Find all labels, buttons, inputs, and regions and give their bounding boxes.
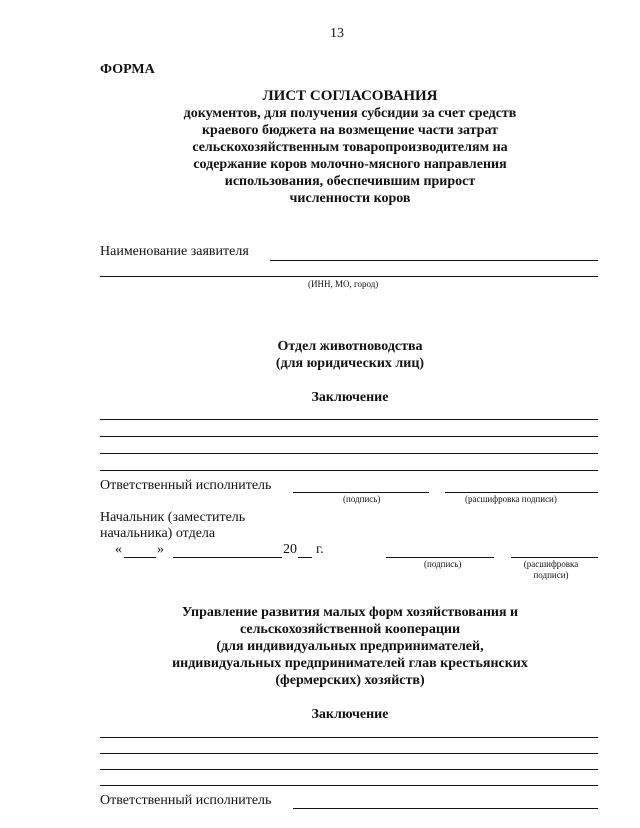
decoding-caption: (расшифровка подписи) <box>465 494 557 504</box>
title-line: использования, обеспечившим прирост <box>224 174 476 189</box>
section2-title-line: сельскохозяйственной кооперации <box>239 622 461 637</box>
date-year-suffix: г. <box>316 542 324 557</box>
applicant-caption: (ИНН, МО, город) <box>308 279 379 289</box>
section1-conclusion-heading: Заключение <box>311 390 389 405</box>
head-signature-field[interactable] <box>386 557 494 558</box>
section2-conclusion-line[interactable] <box>100 769 598 770</box>
title-line: сельскохозяйственным товаропроизводителям на <box>192 140 508 155</box>
title-line: численности коров <box>289 191 411 206</box>
applicant-name-field[interactable] <box>270 260 598 261</box>
date-open-quote: « <box>115 542 122 557</box>
form-label: ФОРМА <box>100 62 155 77</box>
head-label-line2: начальника) отдела <box>100 526 216 541</box>
section1-conclusion-line[interactable] <box>100 453 598 454</box>
head-decoding-field[interactable] <box>511 557 598 558</box>
section1-executive-signature-field[interactable] <box>293 492 429 493</box>
decoding-caption: (расшифровка <box>523 559 579 569</box>
applicant-label: Наименование заявителя <box>100 244 249 259</box>
section2-executive-label: Ответственный исполнитель <box>100 793 272 808</box>
date-year-prefix: 20 <box>283 542 297 557</box>
page-number: 13 <box>330 26 344 41</box>
title-line: документов, для получения субсидии за счет средств <box>183 106 517 121</box>
applicant-name-field-continued[interactable] <box>100 276 598 277</box>
signature-caption: (подпись) <box>424 559 462 569</box>
section2-conclusion-heading: Заключение <box>311 707 389 722</box>
section1-executive-label: Ответственный исполнитель <box>100 478 272 493</box>
section2-title: Управление развития малых форм хозяйствования и <box>181 605 519 620</box>
section2-title-line: (фермерских) хозяйств) <box>275 673 425 688</box>
section1-conclusion-line[interactable] <box>100 470 598 471</box>
signature-caption: (подпись) <box>343 494 381 504</box>
date-day-field[interactable] <box>124 557 156 558</box>
section2-conclusion-line[interactable] <box>100 737 598 738</box>
section2-title-line: индивидуальных предпринимателей глав крестьянских <box>172 656 528 671</box>
document-heading: ЛИСТ СОГЛАСОВАНИЯ <box>262 88 438 104</box>
section2-conclusion-line[interactable] <box>100 785 598 786</box>
title-line: содержание коров молочно-мясного направления <box>193 157 507 172</box>
date-close-quote: » <box>157 542 164 557</box>
section2-conclusion-line[interactable] <box>100 753 598 754</box>
section1-executive-decoding-field[interactable] <box>445 492 598 493</box>
date-month-field[interactable] <box>173 557 282 558</box>
section2-executive-signature-field[interactable] <box>293 808 598 809</box>
title-line: краевого бюджета на возмещение части затрат <box>201 123 498 138</box>
section2-title-line: (для индивидуальных предпринимателей, <box>216 639 484 654</box>
section1-conclusion-line[interactable] <box>100 419 598 420</box>
date-year-field[interactable] <box>298 557 312 558</box>
section1-subtitle: (для юридических лиц) <box>275 356 425 371</box>
section1-conclusion-line[interactable] <box>100 436 598 437</box>
decoding-caption: подписи) <box>533 570 569 580</box>
section1-title: Отдел животноводства <box>277 339 423 354</box>
head-label-line1: Начальник (заместитель <box>100 510 246 525</box>
